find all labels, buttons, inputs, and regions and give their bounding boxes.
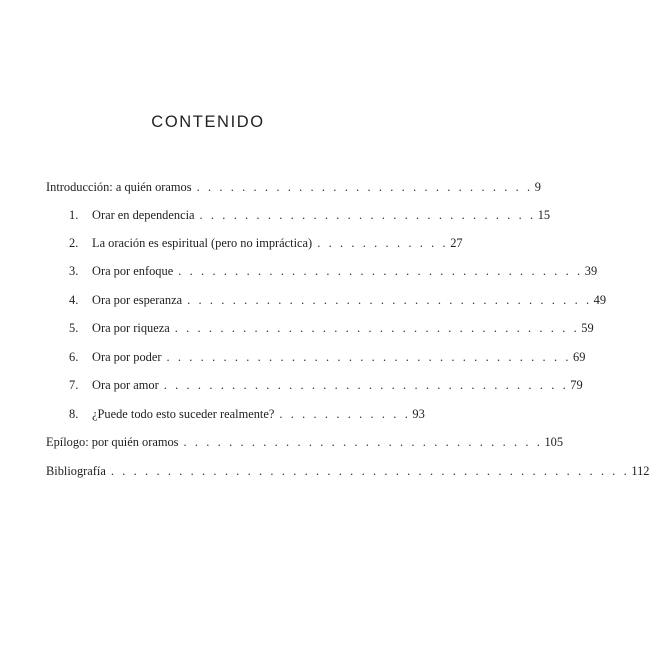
entry-page-number: 69 xyxy=(573,350,586,364)
entry-number: 1. xyxy=(69,208,79,222)
dot-leader: . . . . . . . . . . . . . . . . . . . . . . . . . . . . . . . . . . . . xyxy=(178,264,583,278)
dot-leader: . . . . . . . . . . . . . . . . . . . . . . . . . . . . . . . . . . . . xyxy=(163,378,569,392)
page-title: CONTENIDO xyxy=(151,113,265,131)
toc-entry-epilogue xyxy=(46,433,564,451)
toc-entry-chapter-2 xyxy=(69,234,463,252)
entry-title: Ora por amor xyxy=(92,378,159,392)
dot-leader: . . . . . . . . . . . . xyxy=(279,407,411,421)
toc-entry-chapter-5 xyxy=(69,319,594,337)
toc-entry-bibliography xyxy=(46,462,650,480)
entry-page-number: 9 xyxy=(534,180,541,194)
entry-title: Ora por esperanza xyxy=(92,293,183,307)
entry-title: ¿Puede todo esto suceder realmente? xyxy=(92,407,275,421)
dot-leader: . . . . . . . . . . . . . . . . . . . . . . . . . . . . . . . . . . . . xyxy=(166,350,572,364)
dot-leader: . . . . . . . . . . . . . . . . . . . . . . . . . . . . . . . . xyxy=(183,435,543,449)
dot-leader: . . . . . . . . . . . . . . . . . . . . . . . . . . . . . . xyxy=(196,180,533,194)
entry-title: Epílogo: por quién oramos xyxy=(46,435,179,449)
entry-page-number: 15 xyxy=(537,208,551,222)
dot-leader: . . . . . . . . . . . . xyxy=(317,236,449,250)
toc-entry-introduction xyxy=(46,178,541,196)
entry-title: Ora por riqueza xyxy=(92,321,170,335)
entry-page-number: 105 xyxy=(544,435,564,449)
entry-title: Ora por poder xyxy=(92,350,162,364)
dot-leader: . . . . . . . . . . . . . . . . . . . . . . . . . . . . . . . . . . . . . . . . . . . . . . xyxy=(110,464,630,478)
toc-entry-chapter-3 xyxy=(69,262,598,280)
entry-number: 2. xyxy=(69,236,79,250)
toc-entry-chapter-6 xyxy=(69,348,586,366)
entry-number: 6. xyxy=(69,350,79,364)
toc-entry-chapter-1 xyxy=(69,206,551,224)
entry-title: Introducción: a quién oramos xyxy=(46,180,192,194)
entry-page-number: 39 xyxy=(584,264,598,278)
toc-entry-chapter-8 xyxy=(69,405,425,423)
entry-number: 3. xyxy=(69,264,79,278)
entry-page-number: 59 xyxy=(581,321,594,335)
toc-entry-chapter-7 xyxy=(69,376,583,394)
entry-page-number: 79 xyxy=(570,378,583,392)
entry-number: 7. xyxy=(69,378,79,392)
entry-title: Orar en dependencia xyxy=(92,208,195,222)
entry-title: La oración es espiritual (pero no impráctica) xyxy=(92,236,313,250)
entry-number: 8. xyxy=(69,407,79,421)
entry-page-number: 93 xyxy=(412,407,425,421)
entry-page-number: 27 xyxy=(450,236,463,250)
dot-leader: . . . . . . . . . . . . . . . . . . . . . . . . . . . . . . xyxy=(199,208,536,222)
entry-page-number: 112 xyxy=(631,464,650,478)
entry-title: Bibliografía xyxy=(46,464,106,478)
entry-page-number: 49 xyxy=(593,293,607,307)
entry-number: 5. xyxy=(69,321,79,335)
entry-title: Ora por enfoque xyxy=(92,264,174,278)
dot-leader: . . . . . . . . . . . . . . . . . . . . . . . . . . . . . . . . . . . . xyxy=(174,321,580,335)
dot-leader: . . . . . . . . . . . . . . . . . . . . . . . . . . . . . . . . . . . . xyxy=(187,293,592,307)
toc-entry-chapter-4 xyxy=(69,291,607,309)
entry-number: 4. xyxy=(69,293,79,307)
